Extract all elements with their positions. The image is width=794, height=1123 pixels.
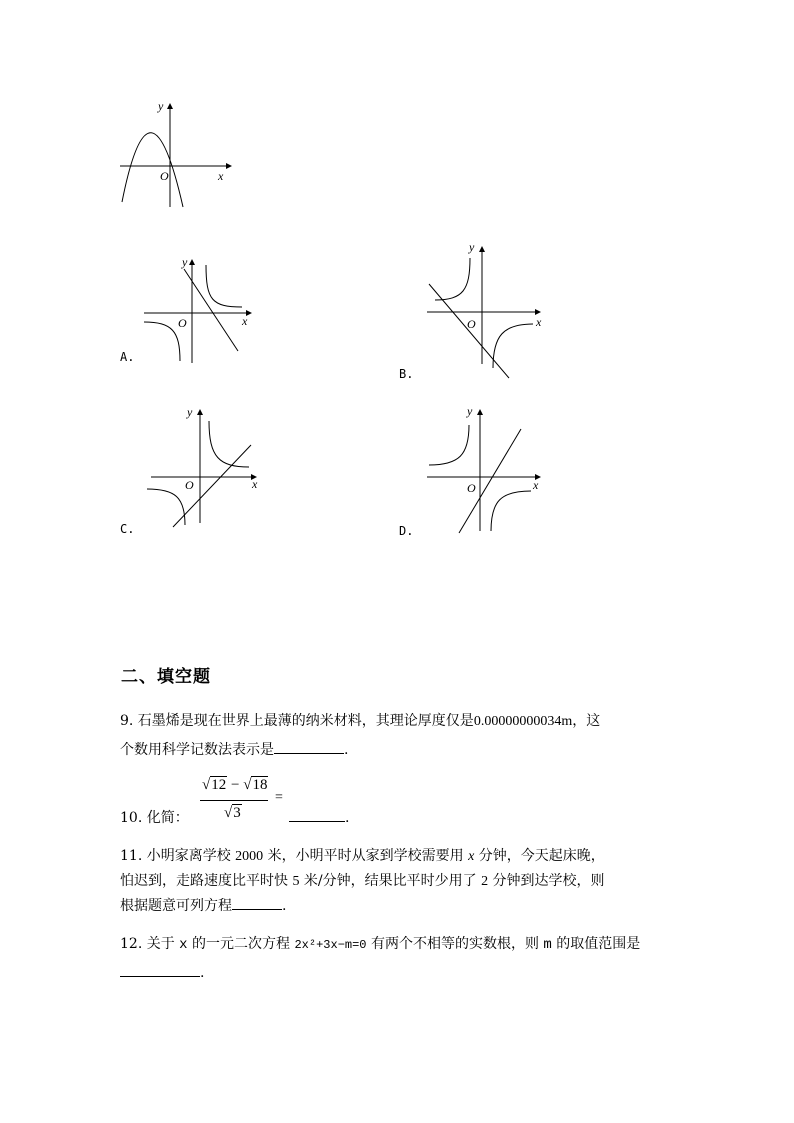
q10-prefix: 10. 化简： <box>120 810 189 826</box>
y-label: y <box>187 405 193 419</box>
option-b-label[interactable]: B. <box>399 367 414 381</box>
q11-distance: 2000 <box>235 849 264 864</box>
q9-value: 0.00000000034m <box>473 714 573 729</box>
q11-text-1c: 分钟，今天起床晚， <box>474 848 605 864</box>
sqrt-symbol-b: √ <box>243 777 252 793</box>
q11-speed: 5 <box>292 874 300 889</box>
q11-text-1a: 11. 小明家离学校 <box>120 848 236 864</box>
option-c-svg <box>145 405 270 530</box>
y-axis-arrow <box>479 246 485 252</box>
q10-root-b: 18 <box>252 777 268 793</box>
q12-text-1c: 有两个不相等的实数根，则 <box>366 936 544 952</box>
q10-minus: − <box>227 777 244 793</box>
q10-root-a: 12 <box>211 777 227 793</box>
hyperbola-branch-1 <box>209 421 249 467</box>
y-axis-arrow <box>167 103 173 109</box>
y-axis-arrow <box>197 409 203 415</box>
q11-text-2c: 分钟到达学校，则 <box>488 873 605 889</box>
parabola-curve <box>122 133 183 207</box>
q9-tail: ，这 <box>572 713 601 729</box>
q11-text-1b: 米，小明平时从家到学校需要用 <box>263 848 469 864</box>
q10-answer-blank[interactable] <box>289 809 345 822</box>
question-9 <box>120 711 600 760</box>
hyperbola-branch-2 <box>493 324 533 368</box>
option-c-label[interactable]: C. <box>120 522 135 536</box>
origin-label: O <box>185 478 194 492</box>
option-c-graph <box>145 405 270 530</box>
q12-text-1d: 的取值范围是 <box>551 936 641 952</box>
q11-end: . <box>282 898 287 914</box>
origin-label: O <box>160 169 169 183</box>
fraction-bar <box>200 800 268 801</box>
option-a-graph <box>140 255 260 365</box>
y-label: y <box>182 255 188 269</box>
q11-text-2a: 怕迟到，走路速度比平时快 <box>120 873 293 889</box>
origin-label: O <box>467 481 476 495</box>
parabola-graph <box>110 95 240 215</box>
x-label: x <box>252 477 258 491</box>
hyperbola-branch-1 <box>429 425 469 465</box>
option-b-svg <box>425 240 550 380</box>
question-10-prefix <box>120 808 189 828</box>
x-label: x <box>218 169 224 183</box>
sqrt-symbol-a: √ <box>202 777 211 793</box>
q11-text-2b: 米/分钟，结果比平时少用了 <box>299 873 482 889</box>
option-b-graph <box>425 240 550 380</box>
q11-answer-blank[interactable] <box>232 897 282 910</box>
y-axis-arrow <box>477 409 483 415</box>
option-a-svg <box>140 255 260 365</box>
q12-end: . <box>200 965 205 981</box>
q12-answer-blank[interactable] <box>120 964 200 977</box>
hyperbola-branch-2 <box>491 491 531 531</box>
q10-answer <box>289 808 349 828</box>
sqrt-symbol-c: √ <box>224 805 233 821</box>
q9-end: . <box>344 742 349 758</box>
q12-text-1a: 12. 关于 <box>120 936 180 952</box>
hyperbola-branch-2 <box>144 322 180 361</box>
q11-minutes: 2 <box>481 874 489 889</box>
q11-text-3: 根据题意可列方程 <box>120 898 232 914</box>
q12-text-1b: 的一元二次方程 <box>187 936 295 952</box>
parabola-graph-svg <box>110 95 240 215</box>
hyperbola-branch-1 <box>435 258 470 300</box>
q12-equation: 2x²+3x−m=0 <box>294 938 367 952</box>
q10-numerator <box>202 776 268 794</box>
option-d-label[interactable]: D. <box>399 524 414 538</box>
y-label: y <box>469 240 475 254</box>
option-d-graph <box>425 403 550 538</box>
line <box>429 284 509 378</box>
x-label: x <box>242 314 248 328</box>
q10-equals: = <box>275 790 283 805</box>
q9-answer-blank[interactable] <box>274 741 344 754</box>
q9-text-2: 个数用科学记数法表示是 <box>120 742 274 758</box>
x-label: x <box>533 478 539 492</box>
q11-var: x <box>468 849 475 864</box>
q10-end: . <box>345 810 350 826</box>
x-axis-arrow <box>226 163 232 169</box>
q12-var: x <box>179 937 188 953</box>
section-title: 二、填空题 <box>121 667 211 687</box>
origin-label: O <box>178 316 187 330</box>
q12-param: m <box>543 937 552 953</box>
origin-label: O <box>467 317 476 331</box>
q10-root-c: 3 <box>233 805 241 821</box>
option-a-label[interactable]: A. <box>120 350 135 364</box>
x-label: x <box>536 315 542 329</box>
y-axis-arrow <box>189 259 195 265</box>
hyperbola-branch-2 <box>147 489 185 525</box>
q10-denominator <box>224 804 242 822</box>
question-11 <box>120 846 605 916</box>
y-label: y <box>158 99 164 113</box>
q9-text: 9. 石墨烯是现在世界上最薄的纳米材料，其理论厚度仅是 <box>120 713 474 729</box>
hyperbola-branch-1 <box>206 265 242 307</box>
option-d-svg <box>425 403 550 538</box>
y-label: y <box>467 404 473 418</box>
question-12 <box>120 934 640 983</box>
